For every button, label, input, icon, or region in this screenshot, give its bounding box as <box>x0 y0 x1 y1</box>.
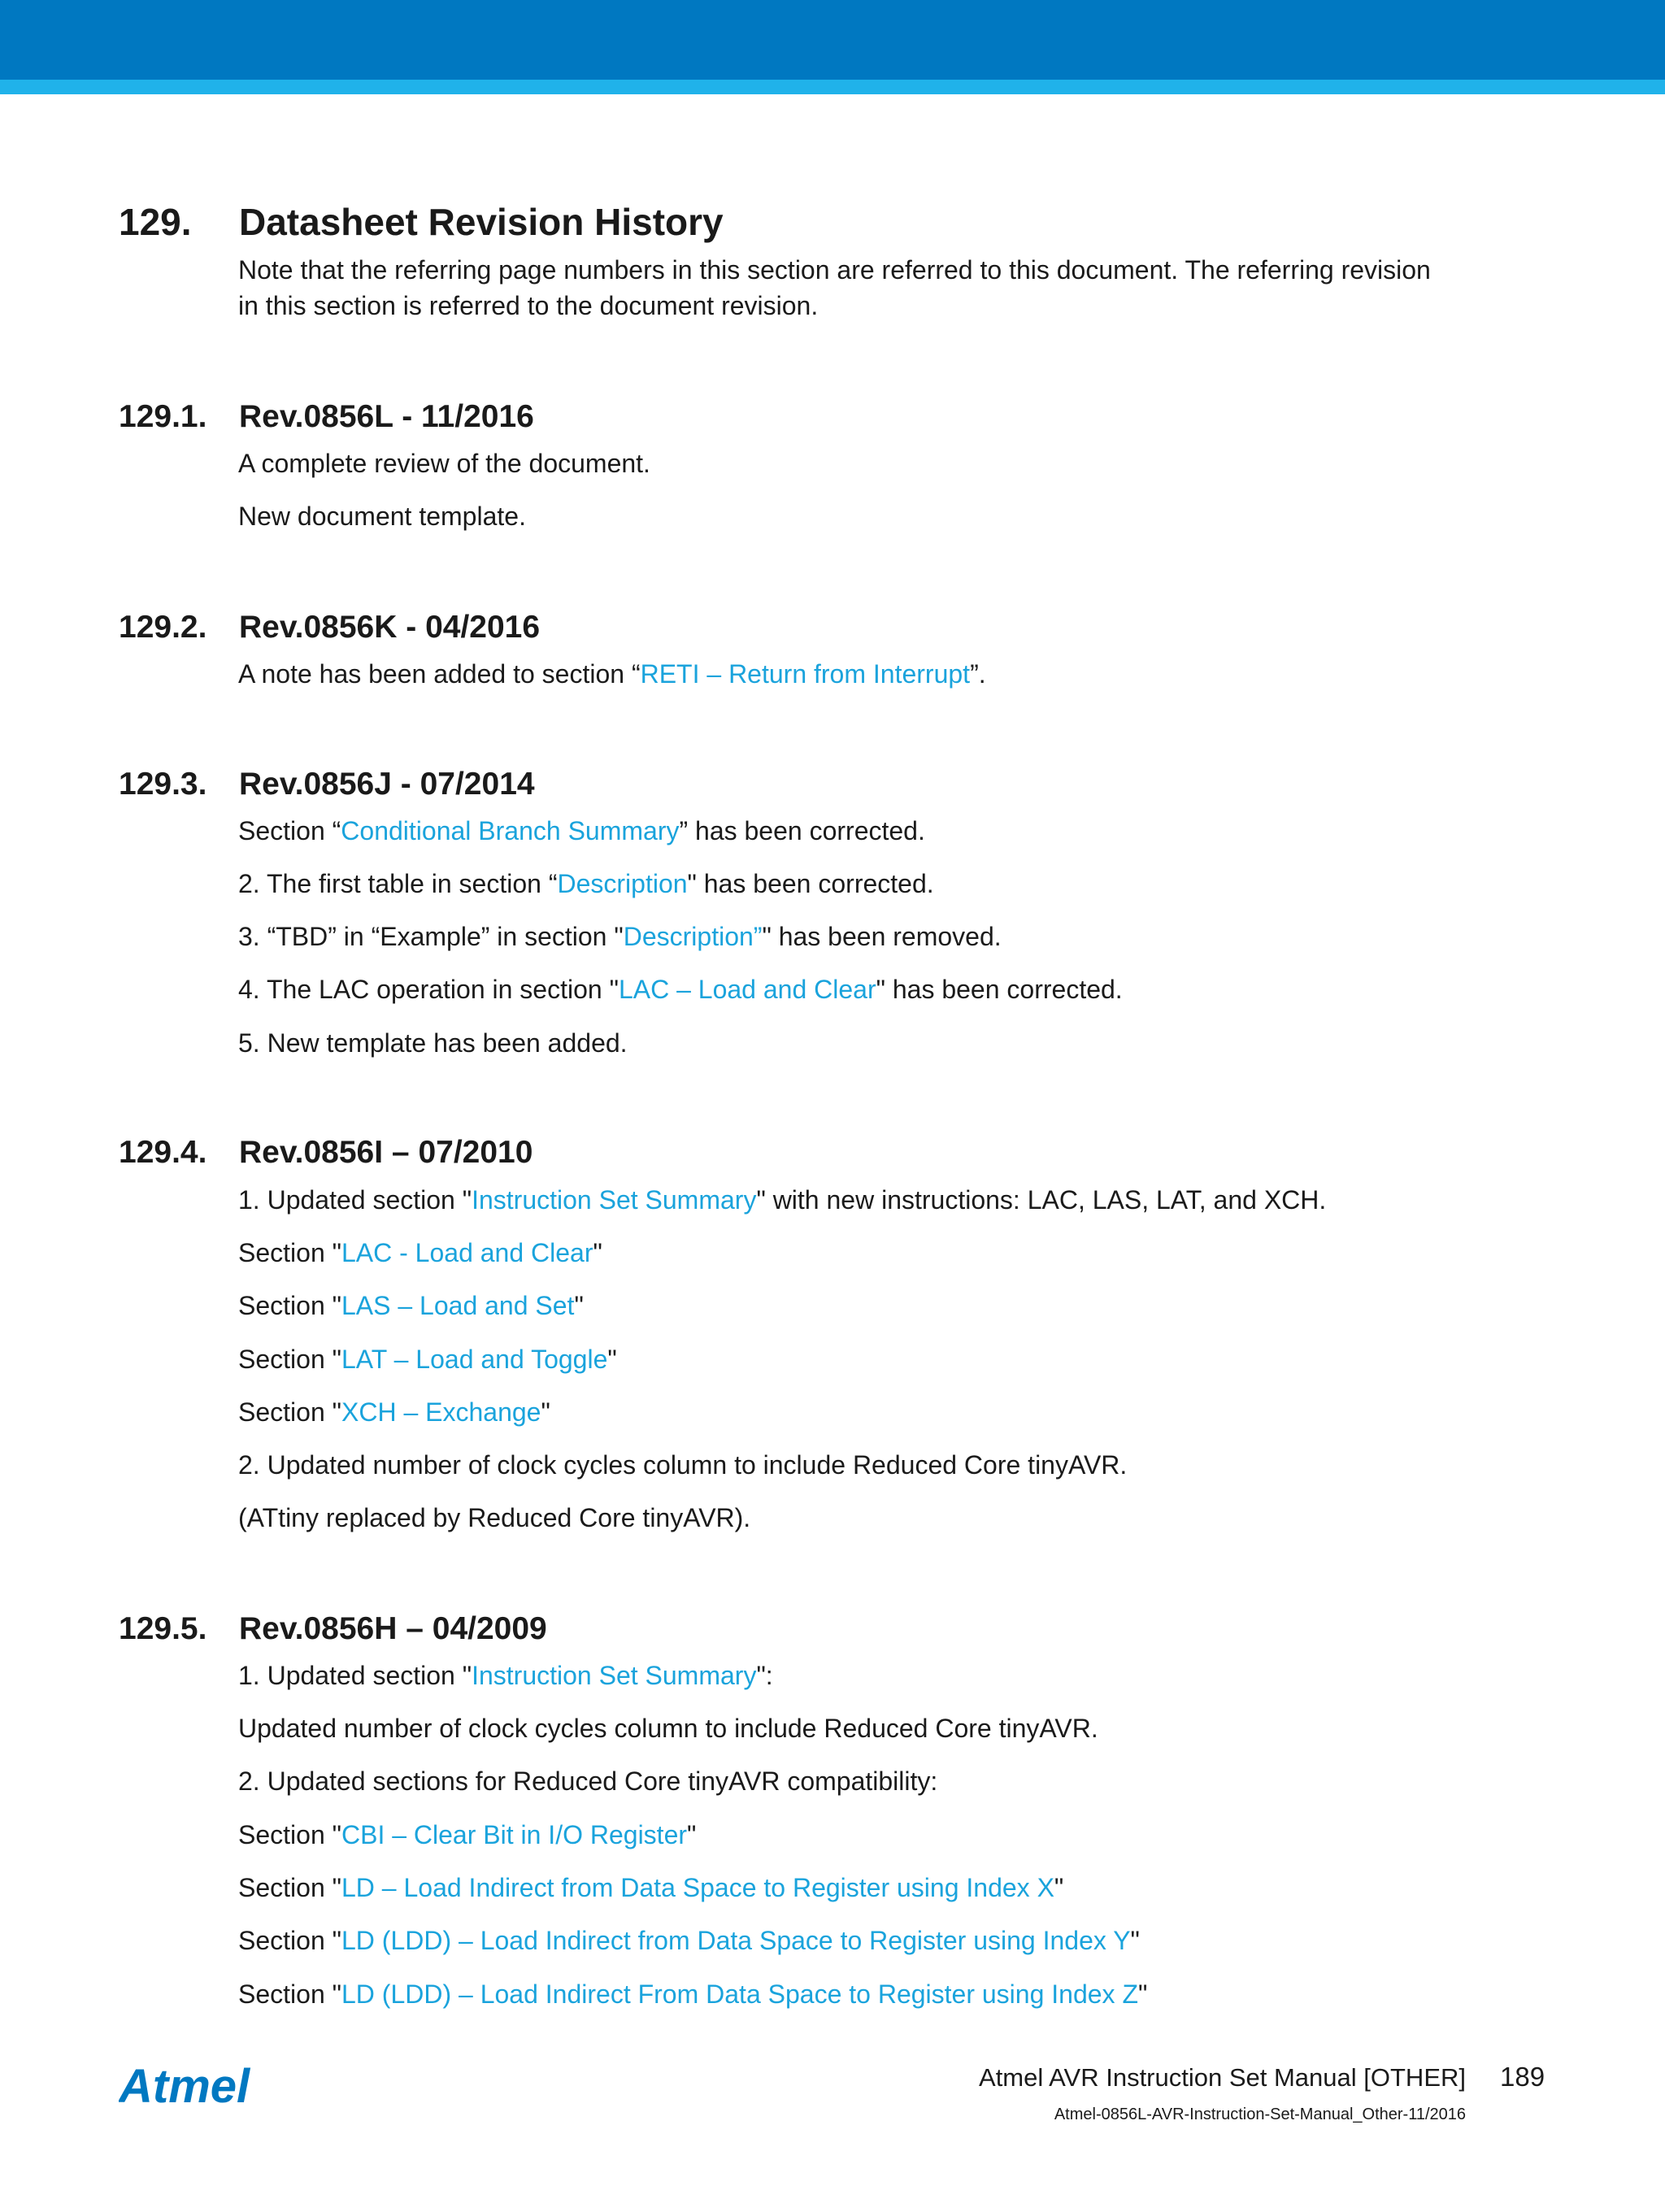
revision-text: New document template. <box>238 502 526 531</box>
link-ld-index-y[interactable]: LD (LDD) – Load Indirect from Data Space to Register using Index Y <box>341 1926 1131 1955</box>
text-run: " <box>574 1291 584 1320</box>
revision-text <box>238 1182 1326 1218</box>
link-xch[interactable]: XCH – Exchange <box>341 1397 541 1427</box>
header-stripe <box>0 80 1665 94</box>
revision-text <box>238 1870 1063 1906</box>
revision-text <box>238 656 986 692</box>
revision-text: 2. Updated sections for Reduced Core tinyAVR compatibility: <box>238 1767 938 1796</box>
text-run: 4. The LAC operation in section " <box>238 975 619 1004</box>
link-conditional-branch-summary[interactable]: Conditional Branch Summary <box>341 816 680 845</box>
atmel-logo-text: Atmel <box>119 2060 250 2113</box>
revision-text <box>238 919 1002 954</box>
link-reti[interactable]: RETI – Return from Interrupt <box>640 659 971 689</box>
link-lac[interactable]: LAC - Load and Clear <box>341 1238 593 1267</box>
footer-document-id: Atmel-0856L-AVR-Instruction-Set-Manual_Other-11/2016 <box>1054 2106 1466 2123</box>
text-run: " <box>1130 1926 1140 1955</box>
header-band <box>0 0 1665 80</box>
atmel-logo-icon <box>119 2057 281 2115</box>
text-run: ” has been corrected. <box>679 816 925 845</box>
text-run: " <box>1137 1980 1148 2009</box>
revision-text <box>238 971 1123 1007</box>
footer-page-number: 189 <box>1500 2062 1545 2092</box>
revision-number: 129.1. <box>119 399 207 434</box>
revision-text <box>238 1976 1147 2012</box>
link-instruction-set-summary[interactable]: Instruction Set Summary <box>472 1185 757 1215</box>
link-description[interactable]: Description” <box>623 922 763 951</box>
text-run: Section " <box>238 1397 341 1427</box>
revision-text: A complete review of the document. <box>238 449 650 478</box>
revision-text <box>238 1288 584 1323</box>
section-intro-line2: in this section is referred to the document revision. <box>238 291 819 320</box>
revision-title: Rev.0856L - 11/2016 <box>239 399 534 434</box>
text-run: A note has been added to section “ <box>238 659 641 689</box>
link-instruction-set-summary[interactable]: Instruction Set Summary <box>472 1661 757 1690</box>
link-cbi[interactable]: CBI – Clear Bit in I/O Register <box>341 1820 688 1849</box>
revision-text <box>238 1658 773 1693</box>
revision-text <box>238 813 925 849</box>
text-run: 3. “TBD” in “Example” in section " <box>238 922 624 951</box>
text-run: Section “ <box>238 816 341 845</box>
revision-text <box>238 1817 696 1853</box>
revision-number: 129.3. <box>119 767 207 802</box>
revision-number: 129.5. <box>119 1611 207 1646</box>
revision-text: Updated number of clock cycles column to include Reduced Core tinyAVR. <box>238 1714 1098 1743</box>
footer-manual-title: Atmel AVR Instruction Set Manual [OTHER] <box>979 2063 1466 2092</box>
text-run: " with new instructions: LAC, LAS, LAT, and XCH. <box>756 1185 1327 1215</box>
text-run: ”. <box>970 659 986 689</box>
link-ld-index-z[interactable]: LD (LDD) – Load Indirect From Data Space to Register using Index Z <box>341 1980 1138 2009</box>
text-run: Section " <box>238 1291 341 1320</box>
revision-text <box>238 1923 1140 1958</box>
section-title: Datasheet Revision History <box>239 201 724 243</box>
text-run: " <box>1054 1873 1064 1902</box>
text-run: 1. Updated section " <box>238 1661 472 1690</box>
text-run: Section " <box>238 1980 341 2009</box>
link-lac[interactable]: LAC – Load and Clear <box>618 975 876 1004</box>
link-ld-index-x[interactable]: LD – Load Indirect from Data Space to Register using Index X <box>341 1873 1054 1902</box>
text-run: " <box>593 1238 602 1267</box>
revision-title: Rev.0856K - 04/2016 <box>239 610 541 645</box>
revision-text: 2. Updated number of clock cycles column to include Reduced Core tinyAVR. <box>238 1450 1128 1480</box>
revision-title: Rev.0856I – 07/2010 <box>239 1135 533 1170</box>
link-las[interactable]: LAS – Load and Set <box>341 1291 575 1320</box>
text-run: ": <box>756 1661 773 1690</box>
revision-text <box>238 1235 602 1271</box>
text-run: " <box>607 1345 617 1374</box>
text-run: " <box>687 1820 697 1849</box>
revision-title: Rev.0856H – 04/2009 <box>239 1611 547 1646</box>
text-run: 2. The first table in section “ <box>238 869 558 898</box>
text-run: Section " <box>238 1345 341 1374</box>
revision-text: 5. New template has been added. <box>238 1028 628 1058</box>
text-run: " has been corrected. <box>876 975 1123 1004</box>
text-run: " has been removed. <box>762 922 1002 951</box>
revision-title: Rev.0856J - 07/2014 <box>239 767 535 802</box>
text-run: Section " <box>238 1926 341 1955</box>
text-run: " has been corrected. <box>687 869 934 898</box>
revision-text <box>238 1394 550 1430</box>
revision-text <box>238 1341 617 1377</box>
text-run: Section " <box>238 1238 341 1267</box>
revision-text <box>238 866 934 902</box>
section-number: 129. <box>119 201 192 243</box>
link-lat[interactable]: LAT – Load and Toggle <box>341 1345 608 1374</box>
section-intro-line1: Note that the referring page numbers in this section are referred to this document. The referring revision <box>238 255 1431 285</box>
revision-text: (ATtiny replaced by Reduced Core tinyAVR). <box>238 1503 751 1532</box>
text-run: Section " <box>238 1820 341 1849</box>
revision-number: 129.2. <box>119 610 207 645</box>
text-run: 1. Updated section " <box>238 1185 472 1215</box>
link-description[interactable]: Description <box>557 869 688 898</box>
text-run: Section " <box>238 1873 341 1902</box>
text-run: " <box>541 1397 550 1427</box>
revision-number: 129.4. <box>119 1135 207 1170</box>
